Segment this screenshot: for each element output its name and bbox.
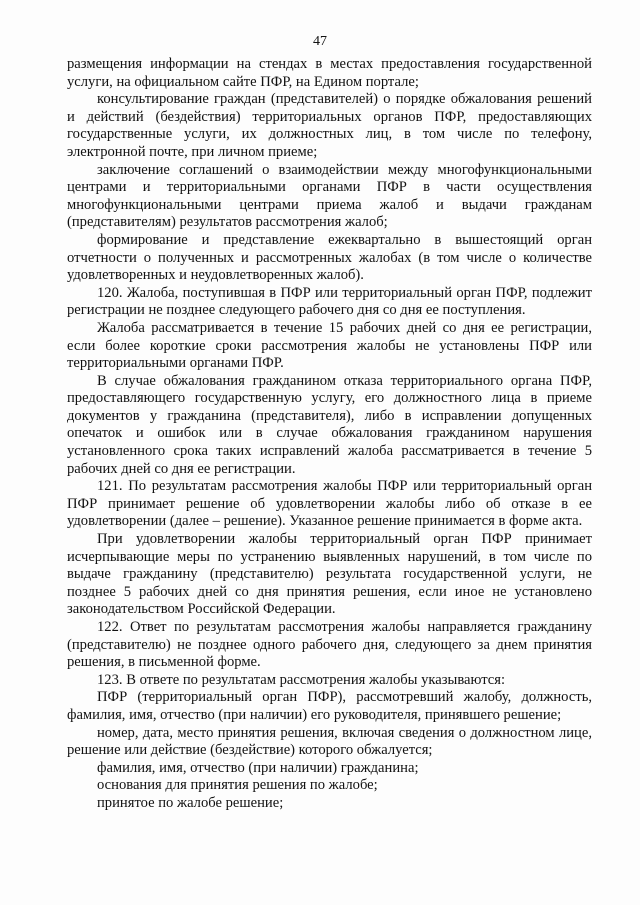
paragraph-continuation: размещения информации на стендах в местах предоставления государственной услуги, на официальном сайте ПФР, на Едином портале;	[67, 56, 592, 90]
paragraph: заключение соглашений о взаимодействии между многофункциональными центрами и территориальными органами ПФР в части осуществления многофункциональными центрами приема жалоб и выдачи гражданам (представителям) результатов рассмотрения жалоб;	[67, 161, 592, 231]
paragraph: Жалоба рассматривается в течение 15 рабочих дней со дня ее регистрации, если более короткие сроки рассмотрения жалобы не установлены ПФР или территориальными органами ПФР.	[67, 319, 592, 372]
paragraph-clause-120: 120. Жалоба, поступившая в ПФР или территориальный орган ПФР, подлежит регистрации не позднее следующего рабочего дня со дня ее поступления.	[67, 284, 592, 319]
paragraph: В случае обжалования гражданином отказа территориального органа ПФР, предоставляющего государственную услугу, его должностного лица в приеме документов у гражданина (представителя), либо в исправлении допущенных опечаток и ошибок или в случае обжалования гражданином нарушения установленного срока таких исправлений жалоба рассматривается в течение 5 рабочих дней со дня ее регистрации.	[67, 372, 592, 477]
paragraph-clause-122: 122. Ответ по результатам рассмотрения жалобы направляется гражданину (представителю) не позднее одного рабочего дня, следующего за днем принятия решения, в письменной форме.	[67, 619, 592, 671]
list-item: принятое по жалобе решение;	[97, 794, 284, 811]
paragraph-clause-121: 121. По результатам рассмотрения жалобы ПФР или территориальный орган ПФР принимает решение об удовлетворении жалобы либо об отказе в ее удовлетворении (далее – решение). Указанное решение принимается в форме акта.	[67, 478, 592, 530]
paragraph: консультирование граждан (представителей) о порядке обжалования решений и действий (бездействия) территориальных органов ПФР, предоставляющих государственные услуги, их должностных лиц, в том числе по телефону, электронной почте, при личном приеме;	[67, 91, 592, 160]
paragraph: При удовлетворении жалобы территориальный орган ПФР принимает исчерпывающие меры по устранению выявленных нарушений, в том числе по выдаче гражданину (представителю) результата государственной услуги, не позднее 5 рабочих дней со дня принятия решения, если иное не установлено законодательством Российской Федерации.	[67, 531, 592, 618]
document-body	[67, 56, 592, 813]
list-item: фамилия, имя, отчество (при наличии) гражданина;	[97, 759, 419, 776]
list-item: ПФР (территориальный орган ПФР), рассмотревший жалобу, должность, фамилия, имя, отчество (при наличии) его руководителя, принявшего решение;	[67, 689, 592, 723]
page-number: 47	[313, 34, 327, 49]
list-item: основания для принятия решения по жалобе;	[97, 777, 378, 794]
list-item: номер, дата, место принятия решения, включая сведения о должностном лице, решение или действие (бездействие) которого обжалуется;	[67, 724, 592, 759]
paragraph: формирование и представление ежеквартально в вышестоящий орган отчетности о полученных и рассмотренных жалобах (в том числе о количестве удовлетворенных и неудовлетворенных жалоб).	[67, 231, 592, 284]
paragraph-clause-123: 123. В ответе по результатам рассмотрения жалобы указываются:	[97, 671, 506, 688]
